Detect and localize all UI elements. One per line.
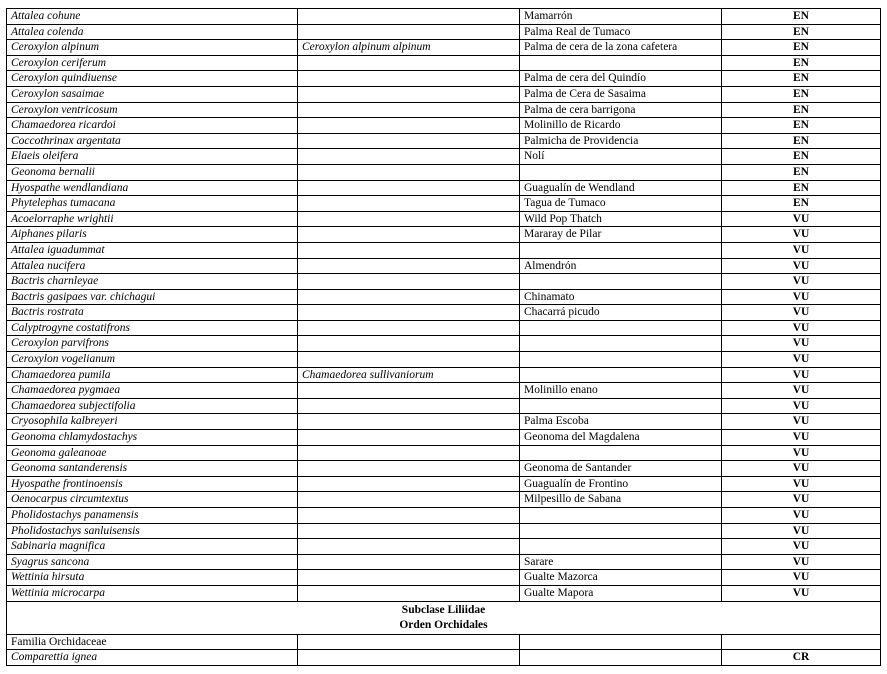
category-cell: EN <box>722 149 881 165</box>
table-row <box>7 352 881 368</box>
subspecies-cell <box>298 9 520 25</box>
subspecies-cell <box>298 227 520 243</box>
species-cell: Cryosophila kalbreyeri <box>7 414 298 430</box>
subspecies-cell <box>298 196 520 212</box>
category-cell: VU <box>722 258 881 274</box>
table-row <box>7 40 881 56</box>
category-cell: EN <box>722 9 881 25</box>
species-cell: Ceroxylon quindiuense <box>7 71 298 87</box>
table-row <box>7 554 881 570</box>
species-cell: Chamaedorea pumila <box>7 367 298 383</box>
table-row <box>7 383 881 399</box>
species-cell: Geonoma santanderensis <box>7 461 298 477</box>
common-name-cell: Chinamato <box>520 289 722 305</box>
common-name-cell: Almendrón <box>520 258 722 274</box>
table-row <box>7 398 881 414</box>
species-cell: Attalea cohune <box>7 9 298 25</box>
species-cell: Sabinaria magnifica <box>7 539 298 555</box>
species-cell: Pholidostachys sanluisensis <box>7 523 298 539</box>
table-row <box>7 570 881 586</box>
species-cell: Elaeis oleifera <box>7 149 298 165</box>
subspecies-cell <box>298 164 520 180</box>
species-cell: Comparettia ignea <box>7 650 298 666</box>
subspecies-cell: Ceroxylon alpinum alpinum <box>298 40 520 56</box>
table-row <box>7 133 881 149</box>
category-cell: VU <box>722 211 881 227</box>
table-row <box>7 227 881 243</box>
table-row <box>7 164 881 180</box>
subspecies-cell <box>298 289 520 305</box>
table-row <box>7 523 881 539</box>
category-cell: VU <box>722 305 881 321</box>
category-cell: VU <box>722 320 881 336</box>
species-cell: Phytelephas tumacana <box>7 196 298 212</box>
subspecies-cell <box>298 383 520 399</box>
category-cell: VU <box>722 242 881 258</box>
table-row <box>7 118 881 134</box>
category-cell: VU <box>722 523 881 539</box>
common-name-cell: Molinillo de Ricardo <box>520 118 722 134</box>
table-row <box>7 289 881 305</box>
species-cell: Chamaedorea pygmaea <box>7 383 298 399</box>
common-name-cell <box>520 164 722 180</box>
category-cell: EN <box>722 24 881 40</box>
category-cell: VU <box>722 274 881 290</box>
subspecies-cell <box>298 211 520 227</box>
species-cell: Geonoma galeanoae <box>7 445 298 461</box>
category-cell: VU <box>722 585 881 601</box>
empty-cell <box>520 634 722 650</box>
table-row <box>7 9 881 25</box>
species-cell: Ceroxylon ceriferum <box>7 55 298 71</box>
table-row <box>7 71 881 87</box>
common-name-cell: Gualte Mapora <box>520 585 722 601</box>
family-row <box>7 634 881 650</box>
subspecies-cell <box>298 352 520 368</box>
empty-cell <box>298 634 520 650</box>
common-name-cell: Guagualín de Wendland <box>520 180 722 196</box>
table-row <box>7 180 881 196</box>
subspecies-cell <box>298 336 520 352</box>
category-cell: EN <box>722 40 881 56</box>
table-row <box>7 320 881 336</box>
species-cell: Attalea nucifera <box>7 258 298 274</box>
subspecies-cell <box>298 242 520 258</box>
common-name-cell <box>520 242 722 258</box>
species-cell: Aiphanes pilaris <box>7 227 298 243</box>
species-cell: Bactris charnleyae <box>7 274 298 290</box>
common-name-cell: Palma Real de Tumaco <box>520 24 722 40</box>
category-cell: VU <box>722 476 881 492</box>
species-cell: Syagrus sancona <box>7 554 298 570</box>
table-row <box>7 508 881 524</box>
species-cell: Ceroxylon ventricosum <box>7 102 298 118</box>
category-cell: VU <box>722 289 881 305</box>
section-header-cell <box>7 601 881 634</box>
subclass-heading: Subclase Liliidae <box>401 603 486 616</box>
species-cell: Coccothrinax argentata <box>7 133 298 149</box>
species-cell: Ceroxylon sasaimae <box>7 86 298 102</box>
species-cell: Chamaedorea subjectifolia <box>7 398 298 414</box>
category-cell: EN <box>722 196 881 212</box>
category-cell: EN <box>722 71 881 87</box>
subspecies-cell <box>298 118 520 134</box>
category-cell: VU <box>722 430 881 446</box>
species-cell: Geonoma bernalii <box>7 164 298 180</box>
category-cell: VU <box>722 352 881 368</box>
section-header-row <box>7 601 881 634</box>
table-row <box>7 258 881 274</box>
species-table <box>6 8 881 666</box>
subspecies-cell <box>298 102 520 118</box>
common-name-cell: Palma de cera de la zona cafetera <box>520 40 722 56</box>
species-cell: Ceroxylon alpinum <box>7 40 298 56</box>
common-name-cell <box>520 508 722 524</box>
subspecies-cell <box>298 398 520 414</box>
subspecies-cell <box>298 414 520 430</box>
common-name-cell: Palmicha de Providencia <box>520 133 722 149</box>
category-cell: CR <box>722 650 881 666</box>
subspecies-cell <box>298 305 520 321</box>
category-cell: VU <box>722 336 881 352</box>
table-row <box>7 430 881 446</box>
subspecies-cell <box>298 430 520 446</box>
species-cell: Pholidostachys panamensis <box>7 508 298 524</box>
table-row <box>7 367 881 383</box>
subspecies-cell <box>298 274 520 290</box>
table-row <box>7 55 881 71</box>
table-row <box>7 102 881 118</box>
table-row <box>7 196 881 212</box>
subspecies-cell <box>298 476 520 492</box>
species-cell: Wettinia microcarpa <box>7 585 298 601</box>
subspecies-cell <box>298 180 520 196</box>
subspecies-cell <box>298 492 520 508</box>
family-label-cell: Familia Orchidaceae <box>7 634 298 650</box>
table-row <box>7 86 881 102</box>
subspecies-cell <box>298 650 520 666</box>
subspecies-cell <box>298 258 520 274</box>
category-cell: VU <box>722 554 881 570</box>
category-cell: EN <box>722 180 881 196</box>
common-name-cell: Palma de Cera de Sasaima <box>520 86 722 102</box>
subspecies-cell <box>298 554 520 570</box>
subspecies-cell <box>298 461 520 477</box>
subspecies-cell <box>298 570 520 586</box>
table-row <box>7 274 881 290</box>
common-name-cell: Milpesillo de Sabana <box>520 492 722 508</box>
table-row <box>7 242 881 258</box>
category-cell: EN <box>722 118 881 134</box>
subspecies-cell <box>298 149 520 165</box>
empty-cell <box>722 634 881 650</box>
common-name-cell: Chacarrá picudo <box>520 305 722 321</box>
common-name-cell: Palma Escoba <box>520 414 722 430</box>
species-cell: Attalea colenda <box>7 24 298 40</box>
species-table-body <box>7 9 881 666</box>
subspecies-cell <box>298 55 520 71</box>
common-name-cell <box>520 445 722 461</box>
subspecies-cell <box>298 133 520 149</box>
species-cell: Ceroxylon vogelianum <box>7 352 298 368</box>
species-cell: Acoelorraphe wrightii <box>7 211 298 227</box>
species-cell: Bactris gasipaes var. chichagui <box>7 289 298 305</box>
category-cell: VU <box>722 383 881 399</box>
common-name-cell <box>520 336 722 352</box>
table-row <box>7 305 881 321</box>
subspecies-cell <box>298 523 520 539</box>
category-cell: EN <box>722 86 881 102</box>
category-cell: VU <box>722 539 881 555</box>
category-cell: VU <box>722 367 881 383</box>
subspecies-cell <box>298 539 520 555</box>
category-cell: EN <box>722 133 881 149</box>
common-name-cell: Molinillo enano <box>520 383 722 399</box>
subspecies-cell <box>298 24 520 40</box>
common-name-cell: Mamarrón <box>520 9 722 25</box>
common-name-cell: Palma de cera del Quindío <box>520 71 722 87</box>
common-name-cell: Tagua de Tumaco <box>520 196 722 212</box>
table-row <box>7 24 881 40</box>
common-name-cell: Sarare <box>520 554 722 570</box>
category-cell: VU <box>722 570 881 586</box>
category-cell: EN <box>722 164 881 180</box>
subspecies-cell <box>298 445 520 461</box>
category-cell: VU <box>722 492 881 508</box>
common-name-cell <box>520 352 722 368</box>
subspecies-cell <box>298 320 520 336</box>
category-cell: VU <box>722 461 881 477</box>
subspecies-cell: Chamaedorea sullivaniorum <box>298 367 520 383</box>
category-cell: EN <box>722 102 881 118</box>
category-cell: VU <box>722 227 881 243</box>
subspecies-cell <box>298 508 520 524</box>
common-name-cell <box>520 650 722 666</box>
common-name-cell <box>520 523 722 539</box>
common-name-cell <box>520 539 722 555</box>
table-row <box>7 445 881 461</box>
order-heading: Orden Orchidales <box>399 618 488 631</box>
species-cell: Attalea iguadummat <box>7 242 298 258</box>
species-cell: Bactris rostrata <box>7 305 298 321</box>
table-row <box>7 492 881 508</box>
common-name-cell <box>520 398 722 414</box>
category-cell: EN <box>722 55 881 71</box>
category-cell: VU <box>722 445 881 461</box>
common-name-cell <box>520 367 722 383</box>
common-name-cell <box>520 274 722 290</box>
common-name-cell: Mararay de Pilar <box>520 227 722 243</box>
species-cell: Oenocarpus circumtextus <box>7 492 298 508</box>
common-name-cell <box>520 320 722 336</box>
document-page <box>6 8 880 666</box>
table-row <box>7 650 881 666</box>
subspecies-cell <box>298 585 520 601</box>
species-cell: Hyospathe frontinoensis <box>7 476 298 492</box>
common-name-cell: Palma de cera barrigona <box>520 102 722 118</box>
table-row <box>7 539 881 555</box>
common-name-cell: Geonoma del Magdalena <box>520 430 722 446</box>
common-name-cell: Guagualín de Frontino <box>520 476 722 492</box>
table-row <box>7 211 881 227</box>
species-cell: Chamaedorea ricardoi <box>7 118 298 134</box>
table-row <box>7 476 881 492</box>
common-name-cell: Nolí <box>520 149 722 165</box>
common-name-cell: Gualte Mazorca <box>520 570 722 586</box>
table-row <box>7 461 881 477</box>
species-cell: Wettinia hirsuta <box>7 570 298 586</box>
category-cell: VU <box>722 508 881 524</box>
subspecies-cell <box>298 86 520 102</box>
common-name-cell: Wild Pop Thatch <box>520 211 722 227</box>
common-name-cell <box>520 55 722 71</box>
subspecies-cell <box>298 71 520 87</box>
species-cell: Calyptrogyne costatifrons <box>7 320 298 336</box>
species-cell: Ceroxylon parvifrons <box>7 336 298 352</box>
category-cell: VU <box>722 398 881 414</box>
species-cell: Hyospathe wendlandiana <box>7 180 298 196</box>
common-name-cell: Geonoma de Santander <box>520 461 722 477</box>
species-cell: Geonoma chlamydostachys <box>7 430 298 446</box>
table-row <box>7 585 881 601</box>
table-row <box>7 336 881 352</box>
category-cell: VU <box>722 414 881 430</box>
table-row <box>7 149 881 165</box>
table-row <box>7 414 881 430</box>
